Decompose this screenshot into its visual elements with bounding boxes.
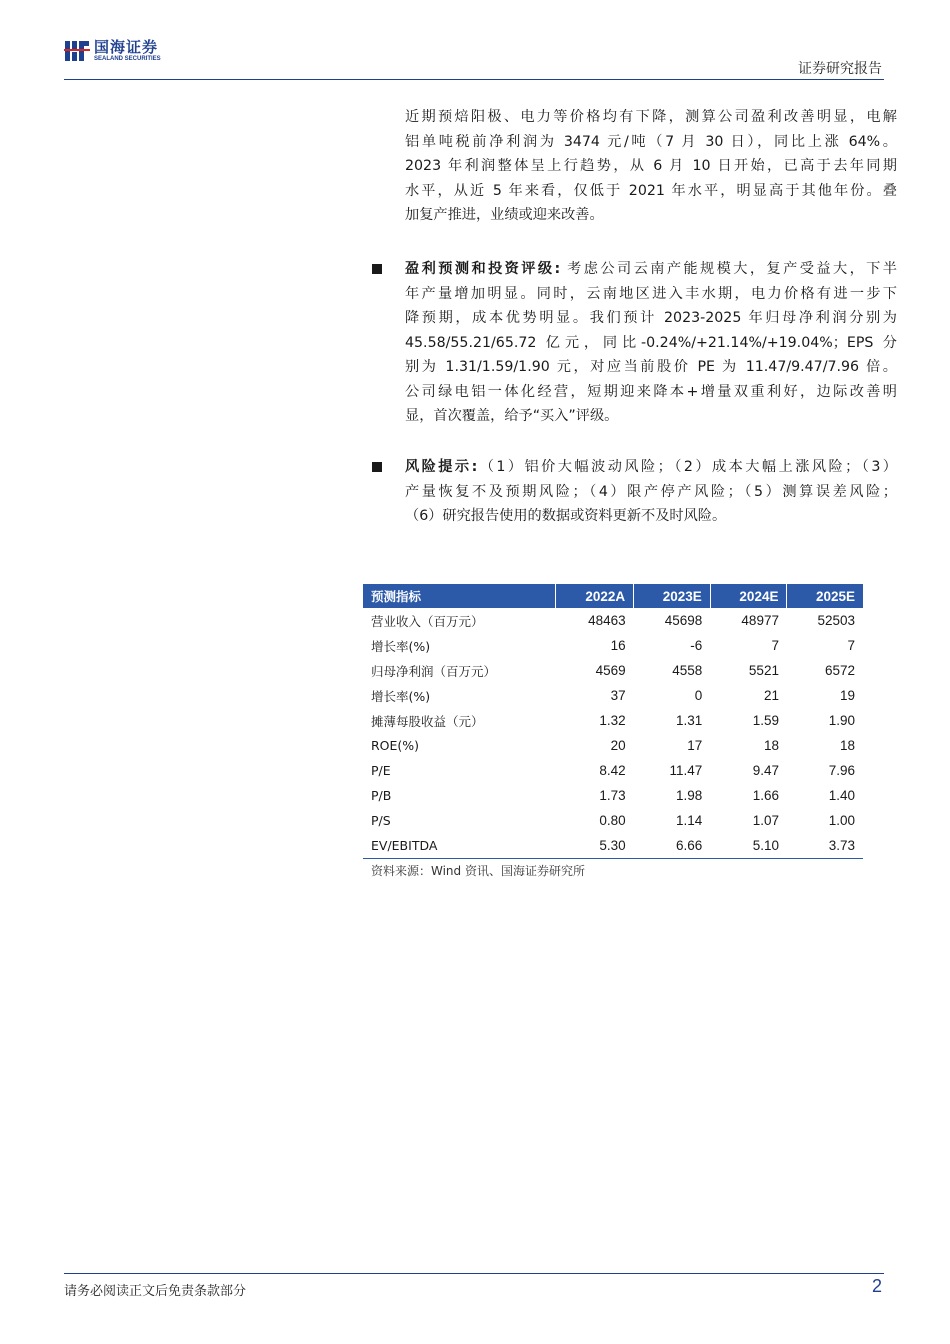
value-cell: 1.14 bbox=[676, 813, 703, 828]
text-line: 公司绿电铝一体化经营，短期迎来降本+增量双重利好，边际改善明 bbox=[405, 383, 897, 400]
row-label-cell: 增长率(%) bbox=[371, 688, 431, 704]
value-cell: 18 bbox=[839, 738, 855, 753]
text-line: 别为 1.31/1.59/1.90 元，对应当前股价 PE 为 11.47/9.47/7.96 倍。 bbox=[405, 359, 897, 375]
row-label-cell: P/E bbox=[371, 763, 391, 778]
column-header: 2022A bbox=[556, 584, 634, 608]
table-header-row bbox=[363, 584, 863, 608]
text-line: 降预期，成本优势明显。我们预计 2023-2025 年归母净利润分别为 bbox=[405, 310, 897, 326]
value-cell: 1.98 bbox=[676, 788, 703, 803]
value-cell: 11.47 bbox=[669, 763, 703, 778]
sealand-logo-icon bbox=[64, 38, 90, 64]
value-cell: 17 bbox=[687, 738, 703, 753]
column-header: 2025E bbox=[787, 584, 863, 608]
text-line: 近期预焙阳极、电力等价格均有下降，测算公司盈利改善明显，电解 bbox=[405, 109, 897, 125]
value-cell: 1.90 bbox=[828, 713, 855, 728]
table-row bbox=[363, 683, 863, 708]
value-cell: 9.47 bbox=[752, 763, 779, 778]
row-label-cell: 增长率(%) bbox=[371, 638, 431, 654]
value-cell: 4558 bbox=[672, 663, 703, 678]
bullet-square-icon bbox=[372, 462, 382, 472]
column-header: 预测指标 bbox=[363, 584, 556, 608]
value-cell: 48463 bbox=[588, 613, 626, 628]
value-cell: 21 bbox=[763, 688, 779, 703]
row-label-cell: P/S bbox=[371, 813, 391, 828]
row-label-cell: ROE(%) bbox=[371, 738, 420, 753]
page-number: 2 bbox=[871, 1276, 882, 1296]
value-cell: 7 bbox=[771, 638, 779, 653]
row-label-cell: P/B bbox=[371, 788, 392, 803]
forecast-table bbox=[363, 584, 863, 859]
value-cell: 1.07 bbox=[752, 813, 779, 828]
value-cell: 0 bbox=[694, 688, 703, 703]
text-line: 加复产推进，业绩或迎来改善。 bbox=[405, 207, 604, 223]
value-cell: 4569 bbox=[595, 663, 626, 678]
text-line: 2023 年利润整体呈上行趋势，从 6 月 10 日开始，已高于去年同期 bbox=[405, 158, 897, 174]
footer-disclaimer: 请务必阅读正文后免责条款部分 bbox=[64, 1284, 247, 1299]
value-cell: 3.73 bbox=[787, 833, 863, 859]
table-row bbox=[363, 783, 863, 808]
table-row bbox=[363, 833, 863, 859]
forecast-title: 盈利预测和投资评级: bbox=[405, 261, 561, 277]
report-type-label: 证券研究报告 bbox=[798, 61, 882, 77]
value-cell: 8.42 bbox=[599, 763, 626, 778]
value-cell: 1.00 bbox=[828, 813, 855, 828]
value-cell: 1.40 bbox=[828, 788, 855, 803]
risk-paragraph bbox=[405, 455, 897, 529]
value-cell: 5.10 bbox=[710, 833, 787, 859]
value-cell: 7.96 bbox=[828, 763, 855, 778]
table-row bbox=[363, 808, 863, 833]
text-line: 水平，从近 5 年来看，仅低于 2021 年水平，明显高于其他年份。叠 bbox=[405, 182, 897, 199]
row-label-cell: 归母净利润（百万元） bbox=[371, 663, 497, 679]
text-line: （1）铝价大幅波动风险；（2）成本大幅上涨风险；（3） bbox=[477, 459, 897, 475]
row-label-cell: EV/EBITDA bbox=[363, 833, 556, 859]
table-row bbox=[363, 608, 863, 633]
value-cell: 5521 bbox=[748, 663, 779, 678]
value-cell: 1.59 bbox=[752, 713, 779, 728]
value-cell: 16 bbox=[610, 638, 626, 653]
footer-divider bbox=[64, 1273, 884, 1274]
company-logo bbox=[64, 38, 161, 64]
value-cell: 45698 bbox=[664, 613, 703, 628]
column-header: 2024E bbox=[710, 584, 787, 608]
value-cell: 48977 bbox=[741, 613, 779, 628]
header-divider bbox=[64, 79, 884, 80]
value-cell: 6.66 bbox=[634, 833, 711, 859]
value-cell: 37 bbox=[610, 688, 626, 703]
bullet-square-icon bbox=[372, 264, 382, 274]
logo-english-name: SEALAND SECURITIES bbox=[94, 55, 161, 62]
value-cell: 18 bbox=[763, 738, 779, 753]
page-header bbox=[0, 0, 950, 82]
value-cell: 19 bbox=[839, 688, 855, 703]
intro-paragraph bbox=[405, 105, 897, 228]
row-label-cell: 营业收入（百万元） bbox=[371, 613, 484, 629]
text-line: （6）研究报告使用的数据或资料更新不及时风险。 bbox=[405, 508, 727, 524]
value-cell: 1.73 bbox=[599, 788, 626, 803]
value-cell: -6 bbox=[690, 638, 703, 653]
value-cell: 1.32 bbox=[599, 713, 626, 728]
table-row bbox=[363, 658, 863, 683]
text-line: 产量恢复不及预期风险；（4）限产停产风险；（5）测算误差风险； bbox=[405, 483, 897, 500]
value-cell: 20 bbox=[610, 738, 626, 753]
value-cell: 1.66 bbox=[752, 788, 779, 803]
value-cell: 1.31 bbox=[676, 713, 703, 728]
text-line: 45.58/55.21/65.72 亿元，同比-0.24%/+21.14%/+19.04%；EPS 分 bbox=[405, 334, 897, 351]
row-label-cell: 摊薄每股收益（元） bbox=[371, 713, 484, 729]
text-line: 显，首次覆盖，给予“买入”评级。 bbox=[405, 408, 619, 424]
value-cell: 6572 bbox=[824, 663, 855, 678]
value-cell: 52503 bbox=[817, 613, 855, 628]
value-cell: 5.30 bbox=[556, 833, 634, 859]
text-line: 铝单吨税前净利润为 3474 元/吨（7 月 30 日），同比上涨 64%。 bbox=[405, 133, 897, 150]
table-row bbox=[363, 733, 863, 758]
column-header: 2023E bbox=[634, 584, 711, 608]
logo-chinese-name: 国海证券 bbox=[94, 37, 159, 56]
table-source-note: 资料来源：Wind 资讯、国海证券研究所 bbox=[371, 864, 585, 878]
text-line: 考虑公司云南产能规模大，复产受益大，下半 bbox=[560, 261, 897, 277]
table-row bbox=[363, 708, 863, 733]
forecast-paragraph bbox=[405, 257, 897, 429]
value-cell: 0.80 bbox=[599, 813, 626, 828]
risk-title: 风险提示: bbox=[405, 459, 478, 475]
table-row bbox=[363, 758, 863, 783]
table-row bbox=[363, 633, 863, 658]
value-cell: 7 bbox=[847, 638, 855, 653]
text-line: 年产量增加明显。同时，云南地区进入丰水期，电力价格有进一步下 bbox=[405, 285, 897, 302]
